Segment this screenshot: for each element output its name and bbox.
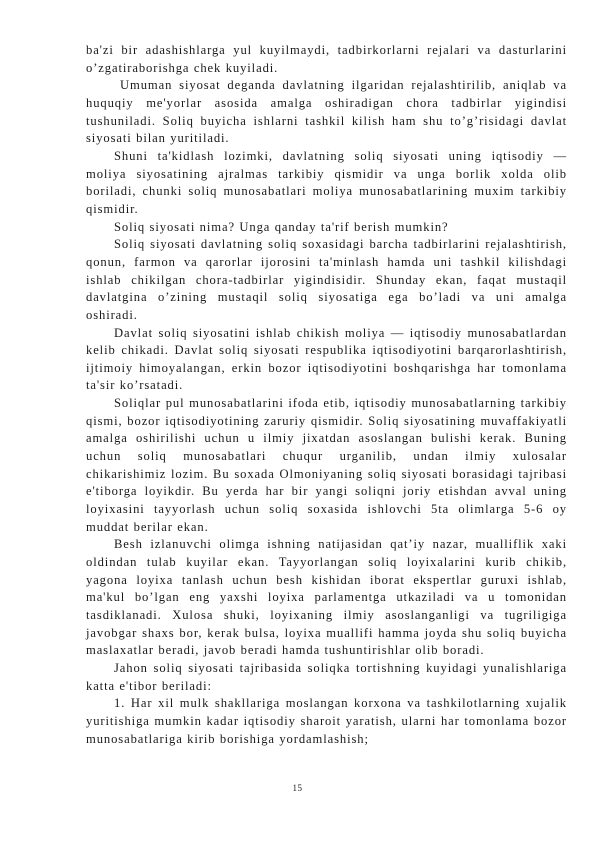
page-number: 15 [292, 783, 303, 793]
paragraph-3: Shuni ta'kidlash lozimki, davlatning soliq siyosati uning iqtisodiy — moliya siyosatining ajralmas tarkibiy qismidir va unga borlik xolda olib boriladi, chunki soliq munosabatlari moliya munosabatlarining muxim tarkibiy qismidir. [86, 148, 567, 216]
paragraph-9: Jahon soliq siyosati tajribasida soliqka tortishning kuyidagi yunalishlariga katta e'tibor beriladi: [86, 660, 567, 693]
paragraph-8: Besh izlanuvchi olimga ishning natijasidan qat’iy nazar, mualliflik xaki oldindan tulab kuyilar ekan. Tayyorlangan soliq loyixalarini kurib chikib, yagona loyixa tanlash uchun besh kishidan iborat ekspertlar guruxi ishlab, ma'kul bo’lgan eng yaxshi loyixa parlamentga utkaziladi va u tomonidan tasdiklanadi. Xulosa shuki, loyixaning ilmiy asoslanganligi va tugriligiga javobgar shaxs bor, kerak bulsa, loyixa muallifi hamma joyda shu soliq buyicha maslaxatlar beradi, javob beradi hamda tushuntirishlar olib boradi. [86, 537, 567, 658]
document-body [86, 42, 567, 748]
paragraph-4: Soliq siyosati nima? Unga qanday ta'rif berish mumkin? [114, 219, 449, 234]
paragraph-2: Umuman siyosat deganda davlatning ilgaridan rejalashtirilib, aniqlab va huquqiy me'yorlar asosida amalga oshiradigan chora tadbirlar yigindisi tushuniladi. Soliq buyicha ishlarni tashkil kilish ham shu to’g’risidagi davlat siyosati bilan yuritiladi. [86, 78, 567, 146]
paragraph-7: Soliqlar pul munosabatlarini ifoda etib, iqtisodiy munosabatlarning tarkibiy qismi, bozor iqtisodiyotining zaruriy qismidir. Soliq siyosatining muvaffakiyatli amalga oshirilishi uchun u ilmiy jixatdan asoslangan bulishi kerak. Buning uchun soliq munosabatlari chuqur urganilib, undan ilmiy xulosalar chikarishimiz lozim. Bu soxada Olmoniyaning soliq siyosati borasidagi tajribasi e'tiborga loyikdir. Bu yerda har bir yangi soliqni joriy etishdan avval uning loyixasini tayyorlash uchun soliq soxasida ishlovchi 5ta olimlarga 5-6 oy muddat berilar ekan. [86, 396, 567, 534]
paragraph-5: Soliq siyosati davlatning soliq soxasidagi barcha tadbirlarini rejalashtirish, qonun, farmon va qarorlar ijorosini ta'minlash hamda uni tashkil kilishdagi ishlab chikilgan chora-tadbirlar yigindisidir. Shunday ekan, faqat mustaqil davlatgina o’zining mustaqil soliq siyosatiga ega bo’ladi va uni amalga oshiradi. [86, 237, 567, 322]
paragraph-1: ba'zi bir adashishlarga yul kuyilmaydi, tadbirkorlarni rejalari va dasturlarini o’zgatiraborishga chek kuyiladi. [86, 43, 567, 75]
paragraph-6: Davlat soliq siyosatini ishlab chikish moliya — iqtisodiy munosabatlardan kelib chikadi. Davlat soliq siyosati respublika iqtisodiyotini barqarorlashtirish, ijtimoiy himoyalangan, erkin bozor iqtisodiyotini boshqarishga har tomonlama ta'sir ko’rsatadi. [86, 325, 567, 393]
paragraph-10: 1. Har xil mulk shakllariga moslangan korxona va tashkilotlarning xujalik yuritishiga mumkin kadar iqtisodiy sharoit yaratish, ularni har tomonlama bozor munosabatlariga kirib borishiga yordamlashish; [86, 696, 567, 746]
